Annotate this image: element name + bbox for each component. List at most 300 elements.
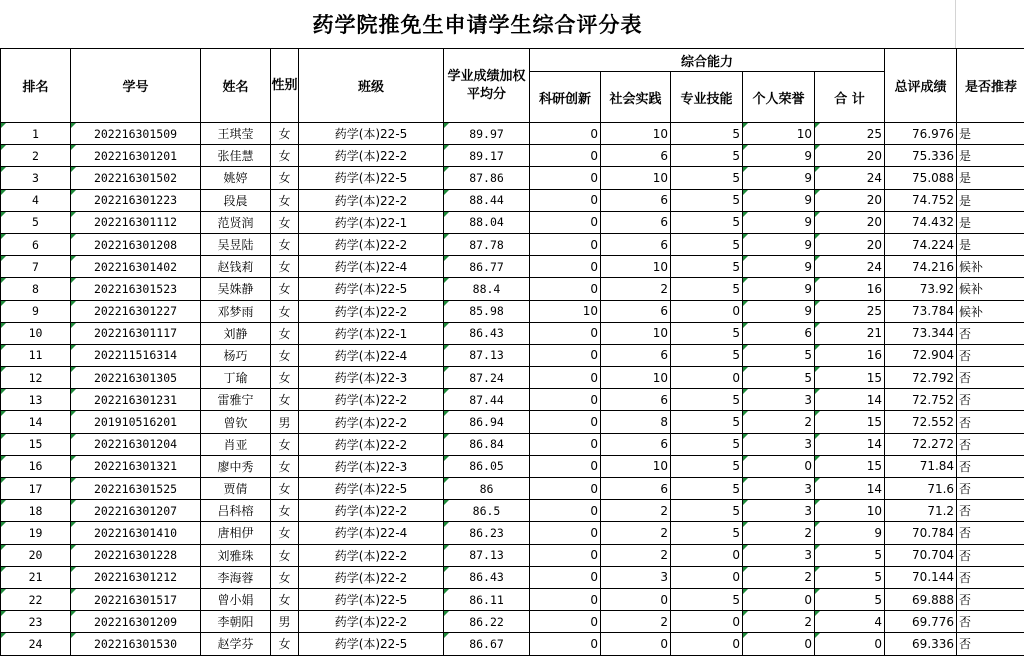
cell-gpa[interactable]: 88.04 bbox=[444, 211, 530, 233]
cell-practice[interactable]: 6 bbox=[601, 478, 671, 500]
cell-recommend[interactable]: 是 bbox=[957, 145, 1024, 167]
cell-name[interactable]: 丁瑜 bbox=[201, 367, 271, 389]
cell-name[interactable]: 肖亚 bbox=[201, 433, 271, 455]
cell-student-id[interactable]: 202216301305 bbox=[71, 367, 201, 389]
cell-name[interactable]: 吴姝静 bbox=[201, 278, 271, 300]
cell-student-id[interactable]: 202216301204 bbox=[71, 433, 201, 455]
cell-rank[interactable]: 11 bbox=[1, 344, 71, 366]
cell-gender[interactable]: 女 bbox=[271, 189, 299, 211]
cell-recommend[interactable]: 是 bbox=[957, 233, 1024, 255]
cell-class[interactable]: 药学(本)22-5 bbox=[299, 588, 444, 610]
cell-recommend[interactable]: 否 bbox=[957, 367, 1024, 389]
cell-student-id[interactable]: 202216301201 bbox=[71, 145, 201, 167]
cell-name[interactable]: 段晨 bbox=[201, 189, 271, 211]
cell-honor[interactable]: 9 bbox=[743, 278, 815, 300]
cell-recommend[interactable]: 候补 bbox=[957, 300, 1024, 322]
cell-name[interactable]: 范贤润 bbox=[201, 211, 271, 233]
cell-research[interactable]: 0 bbox=[530, 633, 601, 655]
cell-name[interactable]: 唐相伊 bbox=[201, 522, 271, 544]
header-practice[interactable]: 社会实践 bbox=[601, 72, 671, 123]
cell-gpa[interactable]: 87.24 bbox=[444, 367, 530, 389]
cell-name[interactable]: 曾小娟 bbox=[201, 588, 271, 610]
cell-student-id[interactable]: 202216301530 bbox=[71, 633, 201, 655]
cell-honor[interactable]: 10 bbox=[743, 123, 815, 145]
cell-gpa[interactable]: 89.17 bbox=[444, 145, 530, 167]
cell-rank[interactable]: 17 bbox=[1, 478, 71, 500]
cell-honor[interactable]: 9 bbox=[743, 211, 815, 233]
cell-class[interactable]: 药学(本)22-2 bbox=[299, 189, 444, 211]
cell-rank[interactable]: 22 bbox=[1, 588, 71, 610]
cell-research[interactable]: 0 bbox=[530, 433, 601, 455]
cell-gpa[interactable]: 89.97 bbox=[444, 123, 530, 145]
cell-research[interactable]: 0 bbox=[530, 189, 601, 211]
cell-student-id[interactable]: 202216301208 bbox=[71, 233, 201, 255]
cell-practice[interactable]: 6 bbox=[601, 389, 671, 411]
cell-total[interactable]: 75.336 bbox=[885, 145, 957, 167]
cell-skill[interactable]: 0 bbox=[671, 611, 743, 633]
cell-total[interactable]: 71.2 bbox=[885, 500, 957, 522]
cell-gender[interactable]: 女 bbox=[271, 123, 299, 145]
cell-class[interactable]: 药学(本)22-2 bbox=[299, 145, 444, 167]
cell-name[interactable]: 贾倩 bbox=[201, 478, 271, 500]
cell-total[interactable]: 72.752 bbox=[885, 389, 957, 411]
cell-name[interactable]: 赵钱莉 bbox=[201, 256, 271, 278]
cell-gender[interactable]: 女 bbox=[271, 544, 299, 566]
cell-class[interactable]: 药学(本)22-2 bbox=[299, 433, 444, 455]
cell-rank[interactable]: 13 bbox=[1, 389, 71, 411]
cell-skill[interactable]: 5 bbox=[671, 167, 743, 189]
cell-gender[interactable]: 女 bbox=[271, 211, 299, 233]
cell-rank[interactable]: 7 bbox=[1, 256, 71, 278]
cell-rank[interactable]: 5 bbox=[1, 211, 71, 233]
cell-subtotal[interactable]: 14 bbox=[815, 433, 885, 455]
header-gpa[interactable]: 学业成绩加权平均分 bbox=[444, 49, 530, 123]
cell-honor[interactable]: 5 bbox=[743, 344, 815, 366]
cell-name[interactable]: 雷雅宁 bbox=[201, 389, 271, 411]
cell-total[interactable]: 73.92 bbox=[885, 278, 957, 300]
cell-rank[interactable]: 23 bbox=[1, 611, 71, 633]
cell-gender[interactable]: 女 bbox=[271, 478, 299, 500]
cell-student-id[interactable]: 202216301112 bbox=[71, 211, 201, 233]
cell-gender[interactable]: 男 bbox=[271, 611, 299, 633]
cell-honor[interactable]: 9 bbox=[743, 189, 815, 211]
cell-subtotal[interactable]: 21 bbox=[815, 322, 885, 344]
cell-research[interactable]: 0 bbox=[530, 344, 601, 366]
cell-research[interactable]: 0 bbox=[530, 233, 601, 255]
cell-name[interactable]: 曾钦 bbox=[201, 411, 271, 433]
cell-gpa[interactable]: 86.05 bbox=[444, 455, 530, 477]
cell-gender[interactable]: 女 bbox=[271, 522, 299, 544]
header-honor[interactable]: 个人荣誉 bbox=[743, 72, 815, 123]
cell-recommend[interactable]: 否 bbox=[957, 522, 1024, 544]
cell-subtotal[interactable]: 20 bbox=[815, 211, 885, 233]
cell-subtotal[interactable]: 20 bbox=[815, 233, 885, 255]
title-empty-cell[interactable] bbox=[955, 0, 1024, 48]
cell-subtotal[interactable]: 16 bbox=[815, 278, 885, 300]
cell-gpa[interactable]: 88.4 bbox=[444, 278, 530, 300]
cell-practice[interactable]: 2 bbox=[601, 611, 671, 633]
cell-class[interactable]: 药学(本)22-2 bbox=[299, 544, 444, 566]
cell-gpa[interactable]: 87.13 bbox=[444, 544, 530, 566]
cell-honor[interactable]: 3 bbox=[743, 500, 815, 522]
cell-class[interactable]: 药学(本)22-2 bbox=[299, 389, 444, 411]
header-total[interactable]: 总评成绩 bbox=[885, 49, 957, 123]
cell-rank[interactable]: 16 bbox=[1, 455, 71, 477]
cell-honor[interactable]: 2 bbox=[743, 611, 815, 633]
cell-subtotal[interactable]: 0 bbox=[815, 633, 885, 655]
cell-honor[interactable]: 0 bbox=[743, 455, 815, 477]
cell-name[interactable]: 姚婷 bbox=[201, 167, 271, 189]
cell-name[interactable]: 刘雅珠 bbox=[201, 544, 271, 566]
cell-research[interactable]: 0 bbox=[530, 389, 601, 411]
cell-recommend[interactable]: 是 bbox=[957, 123, 1024, 145]
cell-recommend[interactable]: 否 bbox=[957, 433, 1024, 455]
cell-skill[interactable]: 5 bbox=[671, 322, 743, 344]
cell-subtotal[interactable]: 14 bbox=[815, 478, 885, 500]
cell-total[interactable]: 71.84 bbox=[885, 455, 957, 477]
cell-honor[interactable]: 9 bbox=[743, 300, 815, 322]
cell-honor[interactable]: 0 bbox=[743, 633, 815, 655]
cell-total[interactable]: 76.976 bbox=[885, 123, 957, 145]
cell-total[interactable]: 74.224 bbox=[885, 233, 957, 255]
cell-class[interactable]: 药学(本)22-1 bbox=[299, 322, 444, 344]
cell-research[interactable]: 0 bbox=[530, 455, 601, 477]
cell-practice[interactable]: 6 bbox=[601, 211, 671, 233]
cell-subtotal[interactable]: 20 bbox=[815, 189, 885, 211]
cell-student-id[interactable]: 202211516314 bbox=[71, 344, 201, 366]
cell-total[interactable]: 70.784 bbox=[885, 522, 957, 544]
cell-name[interactable]: 廖中秀 bbox=[201, 455, 271, 477]
cell-skill[interactable]: 5 bbox=[671, 522, 743, 544]
cell-rank[interactable]: 21 bbox=[1, 566, 71, 588]
cell-recommend[interactable]: 否 bbox=[957, 500, 1024, 522]
cell-recommend[interactable]: 否 bbox=[957, 588, 1024, 610]
cell-honor[interactable]: 6 bbox=[743, 322, 815, 344]
cell-class[interactable]: 药学(本)22-2 bbox=[299, 500, 444, 522]
cell-research[interactable]: 0 bbox=[530, 411, 601, 433]
cell-skill[interactable]: 5 bbox=[671, 478, 743, 500]
cell-student-id[interactable]: 202216301517 bbox=[71, 588, 201, 610]
cell-class[interactable]: 药学(本)22-5 bbox=[299, 278, 444, 300]
cell-subtotal[interactable]: 25 bbox=[815, 123, 885, 145]
cell-research[interactable]: 0 bbox=[530, 278, 601, 300]
cell-honor[interactable]: 3 bbox=[743, 478, 815, 500]
cell-practice[interactable]: 0 bbox=[601, 633, 671, 655]
cell-rank[interactable]: 10 bbox=[1, 322, 71, 344]
cell-student-id[interactable]: 202216301502 bbox=[71, 167, 201, 189]
cell-gender[interactable]: 女 bbox=[271, 455, 299, 477]
cell-class[interactable]: 药学(本)22-5 bbox=[299, 478, 444, 500]
cell-subtotal[interactable]: 9 bbox=[815, 522, 885, 544]
cell-practice[interactable]: 0 bbox=[601, 588, 671, 610]
cell-total[interactable]: 75.088 bbox=[885, 167, 957, 189]
cell-total[interactable]: 71.6 bbox=[885, 478, 957, 500]
cell-rank[interactable]: 24 bbox=[1, 633, 71, 655]
cell-subtotal[interactable]: 15 bbox=[815, 411, 885, 433]
cell-name[interactable]: 邓梦雨 bbox=[201, 300, 271, 322]
cell-skill[interactable]: 5 bbox=[671, 145, 743, 167]
cell-gpa[interactable]: 86.23 bbox=[444, 522, 530, 544]
cell-gender[interactable]: 女 bbox=[271, 500, 299, 522]
cell-skill[interactable]: 5 bbox=[671, 500, 743, 522]
cell-skill[interactable]: 5 bbox=[671, 433, 743, 455]
cell-gender[interactable]: 女 bbox=[271, 300, 299, 322]
cell-total[interactable]: 74.752 bbox=[885, 189, 957, 211]
cell-class[interactable]: 药学(本)22-4 bbox=[299, 344, 444, 366]
cell-honor[interactable]: 3 bbox=[743, 433, 815, 455]
cell-research[interactable]: 0 bbox=[530, 588, 601, 610]
cell-class[interactable]: 药学(本)22-2 bbox=[299, 566, 444, 588]
cell-subtotal[interactable]: 4 bbox=[815, 611, 885, 633]
cell-skill[interactable]: 5 bbox=[671, 588, 743, 610]
cell-student-id[interactable]: 202216301227 bbox=[71, 300, 201, 322]
cell-rank[interactable]: 3 bbox=[1, 167, 71, 189]
cell-student-id[interactable]: 202216301402 bbox=[71, 256, 201, 278]
cell-gender[interactable]: 女 bbox=[271, 256, 299, 278]
cell-gpa[interactable]: 86.77 bbox=[444, 256, 530, 278]
cell-research[interactable]: 0 bbox=[530, 256, 601, 278]
cell-student-id[interactable]: 201910516201 bbox=[71, 411, 201, 433]
cell-honor[interactable]: 9 bbox=[743, 233, 815, 255]
cell-gender[interactable]: 女 bbox=[271, 278, 299, 300]
cell-recommend[interactable]: 否 bbox=[957, 455, 1024, 477]
cell-research[interactable]: 0 bbox=[530, 566, 601, 588]
cell-gpa[interactable]: 86.94 bbox=[444, 411, 530, 433]
cell-rank[interactable]: 4 bbox=[1, 189, 71, 211]
cell-recommend[interactable]: 否 bbox=[957, 611, 1024, 633]
cell-name[interactable]: 赵学芬 bbox=[201, 633, 271, 655]
header-recommend[interactable]: 是否推荐 bbox=[957, 49, 1024, 123]
cell-student-id[interactable]: 202216301207 bbox=[71, 500, 201, 522]
cell-research[interactable]: 0 bbox=[530, 611, 601, 633]
cell-class[interactable]: 药学(本)22-3 bbox=[299, 455, 444, 477]
cell-recommend[interactable]: 否 bbox=[957, 566, 1024, 588]
cell-subtotal[interactable]: 16 bbox=[815, 344, 885, 366]
cell-class[interactable]: 药学(本)22-2 bbox=[299, 411, 444, 433]
cell-gpa[interactable]: 86.43 bbox=[444, 322, 530, 344]
cell-skill[interactable]: 5 bbox=[671, 123, 743, 145]
header-skill[interactable]: 专业技能 bbox=[671, 72, 743, 123]
header-ability-group[interactable]: 综合能力 bbox=[530, 49, 885, 72]
cell-class[interactable]: 药学(本)22-2 bbox=[299, 300, 444, 322]
cell-practice[interactable]: 6 bbox=[601, 189, 671, 211]
cell-practice[interactable]: 6 bbox=[601, 145, 671, 167]
cell-student-id[interactable]: 202216301231 bbox=[71, 389, 201, 411]
cell-gpa[interactable]: 86.43 bbox=[444, 566, 530, 588]
cell-total[interactable]: 74.216 bbox=[885, 256, 957, 278]
cell-skill[interactable]: 5 bbox=[671, 411, 743, 433]
header-student-id[interactable]: 学号 bbox=[71, 49, 201, 123]
cell-research[interactable]: 10 bbox=[530, 300, 601, 322]
cell-gender[interactable]: 女 bbox=[271, 389, 299, 411]
cell-class[interactable]: 药学(本)22-5 bbox=[299, 123, 444, 145]
cell-name[interactable]: 吴昱陆 bbox=[201, 233, 271, 255]
cell-gpa[interactable]: 86.11 bbox=[444, 588, 530, 610]
cell-skill[interactable]: 0 bbox=[671, 367, 743, 389]
cell-gender[interactable]: 女 bbox=[271, 167, 299, 189]
cell-subtotal[interactable]: 5 bbox=[815, 588, 885, 610]
cell-practice[interactable]: 6 bbox=[601, 300, 671, 322]
cell-rank[interactable]: 6 bbox=[1, 233, 71, 255]
cell-rank[interactable]: 15 bbox=[1, 433, 71, 455]
cell-research[interactable]: 0 bbox=[530, 145, 601, 167]
cell-gpa[interactable]: 87.86 bbox=[444, 167, 530, 189]
cell-practice[interactable]: 2 bbox=[601, 500, 671, 522]
cell-honor[interactable]: 5 bbox=[743, 367, 815, 389]
cell-skill[interactable]: 5 bbox=[671, 233, 743, 255]
cell-rank[interactable]: 14 bbox=[1, 411, 71, 433]
cell-honor[interactable]: 3 bbox=[743, 389, 815, 411]
cell-honor[interactable]: 9 bbox=[743, 167, 815, 189]
cell-skill[interactable]: 5 bbox=[671, 278, 743, 300]
cell-subtotal[interactable]: 15 bbox=[815, 367, 885, 389]
cell-recommend[interactable]: 否 bbox=[957, 322, 1024, 344]
cell-gpa[interactable]: 86.67 bbox=[444, 633, 530, 655]
cell-research[interactable]: 0 bbox=[530, 367, 601, 389]
cell-skill[interactable]: 5 bbox=[671, 211, 743, 233]
cell-rank[interactable]: 12 bbox=[1, 367, 71, 389]
cell-class[interactable]: 药学(本)22-5 bbox=[299, 633, 444, 655]
cell-gender[interactable]: 女 bbox=[271, 145, 299, 167]
cell-total[interactable]: 72.272 bbox=[885, 433, 957, 455]
cell-honor[interactable]: 9 bbox=[743, 256, 815, 278]
cell-gender[interactable]: 女 bbox=[271, 344, 299, 366]
cell-gender[interactable]: 女 bbox=[271, 433, 299, 455]
cell-student-id[interactable]: 202216301410 bbox=[71, 522, 201, 544]
cell-gpa[interactable]: 86.84 bbox=[444, 433, 530, 455]
cell-practice[interactable]: 10 bbox=[601, 256, 671, 278]
cell-practice[interactable]: 2 bbox=[601, 278, 671, 300]
cell-research[interactable]: 0 bbox=[530, 167, 601, 189]
cell-name[interactable]: 王琪莹 bbox=[201, 123, 271, 145]
cell-practice[interactable]: 10 bbox=[601, 455, 671, 477]
cell-student-id[interactable]: 202216301228 bbox=[71, 544, 201, 566]
cell-name[interactable]: 吕科榕 bbox=[201, 500, 271, 522]
cell-total[interactable]: 72.552 bbox=[885, 411, 957, 433]
cell-research[interactable]: 0 bbox=[530, 522, 601, 544]
cell-skill[interactable]: 0 bbox=[671, 566, 743, 588]
cell-gpa[interactable]: 88.44 bbox=[444, 189, 530, 211]
cell-practice[interactable]: 6 bbox=[601, 233, 671, 255]
cell-research[interactable]: 0 bbox=[530, 211, 601, 233]
cell-class[interactable]: 药学(本)22-3 bbox=[299, 367, 444, 389]
cell-subtotal[interactable]: 20 bbox=[815, 145, 885, 167]
cell-practice[interactable]: 3 bbox=[601, 566, 671, 588]
cell-skill[interactable]: 5 bbox=[671, 344, 743, 366]
cell-subtotal[interactable]: 24 bbox=[815, 167, 885, 189]
cell-name[interactable]: 张佳慧 bbox=[201, 145, 271, 167]
cell-student-id[interactable]: 202216301509 bbox=[71, 123, 201, 145]
cell-student-id[interactable]: 202216301523 bbox=[71, 278, 201, 300]
cell-name[interactable]: 李海蓉 bbox=[201, 566, 271, 588]
cell-class[interactable]: 药学(本)22-2 bbox=[299, 233, 444, 255]
cell-gpa[interactable]: 86.22 bbox=[444, 611, 530, 633]
cell-subtotal[interactable]: 10 bbox=[815, 500, 885, 522]
cell-student-id[interactable]: 202216301223 bbox=[71, 189, 201, 211]
header-subtotal[interactable]: 合 计 bbox=[815, 72, 885, 123]
cell-name[interactable]: 杨巧 bbox=[201, 344, 271, 366]
cell-gender[interactable]: 女 bbox=[271, 588, 299, 610]
cell-recommend[interactable]: 候补 bbox=[957, 256, 1024, 278]
cell-rank[interactable]: 2 bbox=[1, 145, 71, 167]
cell-rank[interactable]: 8 bbox=[1, 278, 71, 300]
cell-total[interactable]: 73.344 bbox=[885, 322, 957, 344]
cell-subtotal[interactable]: 25 bbox=[815, 300, 885, 322]
cell-gpa[interactable]: 86.5 bbox=[444, 500, 530, 522]
cell-practice[interactable]: 10 bbox=[601, 367, 671, 389]
cell-recommend[interactable]: 是 bbox=[957, 189, 1024, 211]
cell-student-id[interactable]: 202216301321 bbox=[71, 455, 201, 477]
cell-rank[interactable]: 1 bbox=[1, 123, 71, 145]
cell-gender[interactable]: 女 bbox=[271, 233, 299, 255]
cell-recommend[interactable]: 否 bbox=[957, 633, 1024, 655]
cell-class[interactable]: 药学(本)22-4 bbox=[299, 256, 444, 278]
cell-total[interactable]: 69.336 bbox=[885, 633, 957, 655]
cell-name[interactable]: 刘静 bbox=[201, 322, 271, 344]
cell-practice[interactable]: 10 bbox=[601, 123, 671, 145]
cell-honor[interactable]: 2 bbox=[743, 522, 815, 544]
cell-practice[interactable]: 8 bbox=[601, 411, 671, 433]
cell-skill[interactable]: 5 bbox=[671, 455, 743, 477]
cell-research[interactable]: 0 bbox=[530, 544, 601, 566]
cell-practice[interactable]: 6 bbox=[601, 433, 671, 455]
cell-practice[interactable]: 10 bbox=[601, 167, 671, 189]
cell-skill[interactable]: 0 bbox=[671, 633, 743, 655]
cell-skill[interactable]: 0 bbox=[671, 544, 743, 566]
cell-recommend[interactable]: 候补 bbox=[957, 278, 1024, 300]
cell-skill[interactable]: 0 bbox=[671, 300, 743, 322]
cell-total[interactable]: 70.144 bbox=[885, 566, 957, 588]
cell-total[interactable]: 70.704 bbox=[885, 544, 957, 566]
cell-honor[interactable]: 2 bbox=[743, 566, 815, 588]
cell-rank[interactable]: 18 bbox=[1, 500, 71, 522]
cell-total[interactable]: 72.904 bbox=[885, 344, 957, 366]
cell-research[interactable]: 0 bbox=[530, 500, 601, 522]
cell-rank[interactable]: 19 bbox=[1, 522, 71, 544]
cell-rank[interactable]: 20 bbox=[1, 544, 71, 566]
cell-recommend[interactable]: 否 bbox=[957, 344, 1024, 366]
cell-honor[interactable]: 3 bbox=[743, 544, 815, 566]
cell-rank[interactable]: 9 bbox=[1, 300, 71, 322]
header-class[interactable]: 班级 bbox=[299, 49, 444, 123]
cell-total[interactable]: 69.888 bbox=[885, 588, 957, 610]
cell-gender[interactable]: 女 bbox=[271, 367, 299, 389]
cell-total[interactable]: 73.784 bbox=[885, 300, 957, 322]
cell-subtotal[interactable]: 14 bbox=[815, 389, 885, 411]
cell-skill[interactable]: 5 bbox=[671, 189, 743, 211]
header-rank[interactable]: 排名 bbox=[1, 49, 71, 123]
cell-recommend[interactable]: 否 bbox=[957, 478, 1024, 500]
cell-gender[interactable]: 男 bbox=[271, 411, 299, 433]
cell-recommend[interactable]: 是 bbox=[957, 167, 1024, 189]
cell-practice[interactable]: 2 bbox=[601, 522, 671, 544]
cell-subtotal[interactable]: 15 bbox=[815, 455, 885, 477]
cell-research[interactable]: 0 bbox=[530, 322, 601, 344]
cell-gpa[interactable]: 87.44 bbox=[444, 389, 530, 411]
cell-recommend[interactable]: 否 bbox=[957, 544, 1024, 566]
cell-class[interactable]: 药学(本)22-1 bbox=[299, 211, 444, 233]
cell-gender[interactable]: 女 bbox=[271, 322, 299, 344]
cell-gpa[interactable]: 85.98 bbox=[444, 300, 530, 322]
cell-research[interactable]: 0 bbox=[530, 478, 601, 500]
cell-class[interactable]: 药学(本)22-5 bbox=[299, 167, 444, 189]
cell-honor[interactable]: 0 bbox=[743, 588, 815, 610]
cell-practice[interactable]: 6 bbox=[601, 344, 671, 366]
header-name[interactable]: 姓名 bbox=[201, 49, 271, 123]
cell-gpa[interactable]: 87.78 bbox=[444, 233, 530, 255]
cell-practice[interactable]: 10 bbox=[601, 322, 671, 344]
cell-subtotal[interactable]: 5 bbox=[815, 566, 885, 588]
